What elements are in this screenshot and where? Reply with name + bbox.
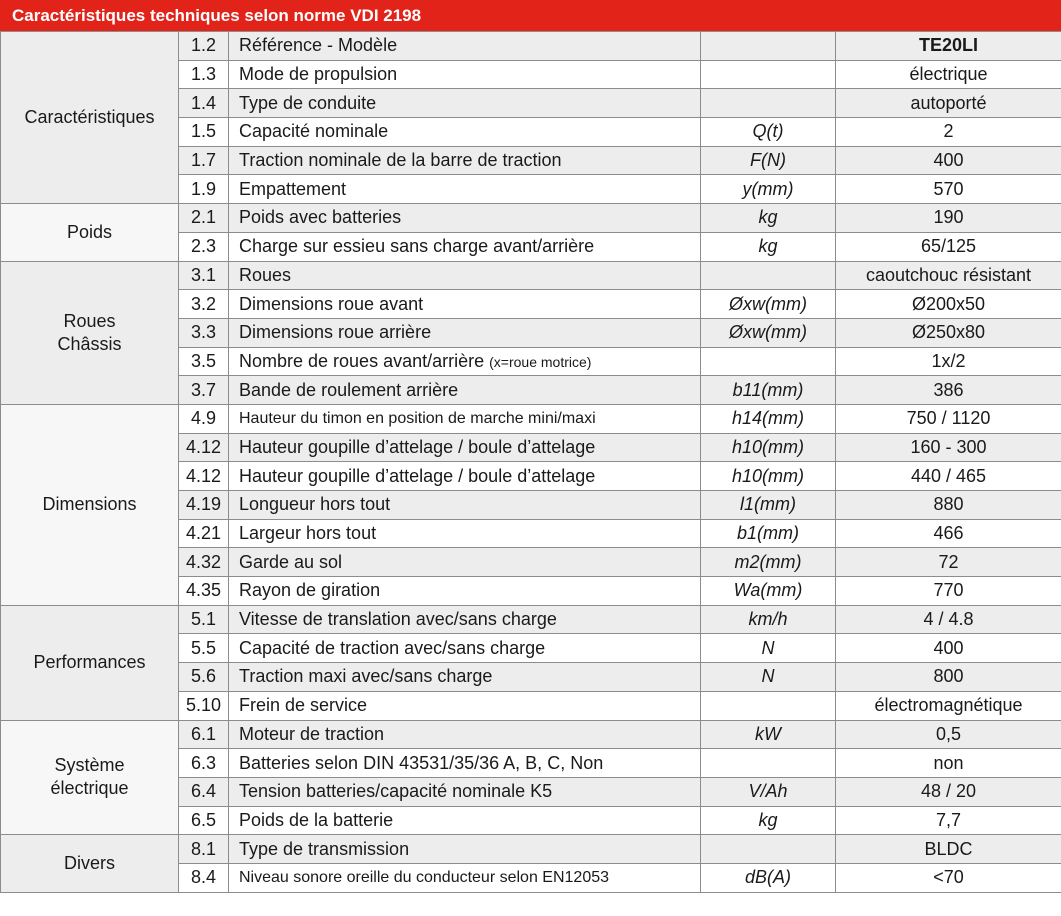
row-number: 4.21 (179, 519, 229, 548)
row-unit (701, 347, 836, 376)
row-label (229, 806, 701, 835)
row-label-text: Largeur hors tout (239, 523, 377, 544)
row-label (229, 634, 701, 663)
row-number: 1.5 (179, 118, 229, 147)
row-value: 7,7 (836, 806, 1061, 835)
row-label (229, 232, 701, 261)
row-label-text: Référence - Modèle (239, 35, 398, 56)
page-title: Caractéristiques techniques selon norme VDI 2198 (0, 0, 1061, 31)
row-label-text: Hauteur goupille d’attelage / boule d’attelage (239, 465, 596, 486)
row-unit: h10(mm) (701, 433, 836, 462)
row-number: 6.4 (179, 777, 229, 806)
row-label (229, 863, 701, 892)
row-value: 160 - 300 (836, 433, 1061, 462)
row-unit: km/h (701, 605, 836, 634)
row-label (229, 146, 701, 175)
row-label-text: Vitesse de translation avec/sans charge (239, 609, 557, 630)
row-label (229, 777, 701, 806)
row-label (229, 261, 701, 290)
table-row (1, 835, 1061, 864)
row-unit: dB(A) (701, 863, 836, 892)
row-unit (701, 749, 836, 778)
row-label-text: Traction nominale de la barre de traction (239, 150, 562, 171)
row-label (229, 347, 701, 376)
row-label (229, 318, 701, 347)
row-number: 3.1 (179, 261, 229, 290)
category-label: Performances (33, 652, 146, 673)
row-number: 2.3 (179, 232, 229, 261)
row-label-text: Poids avec batteries (239, 207, 402, 228)
row-label-text: Batteries selon DIN 43531/35/36 A, B, C, Non (239, 752, 604, 773)
row-label-text: Dimensions roue avant (239, 293, 424, 314)
row-label (229, 605, 701, 634)
row-value: 190 (836, 204, 1061, 233)
category-cell (1, 32, 179, 204)
row-unit: Øxw(mm) (701, 318, 836, 347)
row-value: 880 (836, 491, 1061, 520)
row-label (229, 376, 701, 405)
row-value: 72 (836, 548, 1061, 577)
row-number: 5.5 (179, 634, 229, 663)
row-value: 48 / 20 (836, 777, 1061, 806)
row-unit (701, 89, 836, 118)
row-label-text: Capacité de traction avec/sans charge (239, 637, 546, 658)
row-unit: y(mm) (701, 175, 836, 204)
row-number: 5.6 (179, 663, 229, 692)
row-number: 6.1 (179, 720, 229, 749)
row-unit: kg (701, 806, 836, 835)
row-value: non (836, 749, 1061, 778)
row-label-text: Nombre de roues avant/arrière (239, 350, 485, 371)
spec-table (0, 31, 1061, 893)
row-label-text: Garde au sol (239, 551, 343, 572)
row-value: électrique (836, 60, 1061, 89)
row-number: 3.7 (179, 376, 229, 405)
category-cell (1, 835, 179, 892)
row-label (229, 60, 701, 89)
row-number: 8.4 (179, 863, 229, 892)
row-label-text: Hauteur goupille d’attelage / boule d’attelage (239, 436, 596, 457)
row-number: 3.3 (179, 318, 229, 347)
row-value: 770 (836, 577, 1061, 606)
row-number: 6.3 (179, 749, 229, 778)
row-unit (701, 32, 836, 61)
row-label (229, 663, 701, 692)
row-label-text: Frein de service (239, 695, 368, 716)
category-label: Divers (63, 852, 115, 873)
table-row (1, 32, 1061, 61)
row-label (229, 32, 701, 61)
row-value: 440 / 465 (836, 462, 1061, 491)
row-number: 5.10 (179, 691, 229, 720)
row-label (229, 835, 701, 864)
row-value: caoutchouc résistant (836, 261, 1061, 290)
row-label-text: Poids de la batterie (239, 809, 394, 830)
row-value: 1x/2 (836, 347, 1061, 376)
row-unit: Wa(mm) (701, 577, 836, 606)
row-unit (701, 60, 836, 89)
category-label: électrique (50, 778, 129, 799)
row-value: électromagnétique (836, 691, 1061, 720)
row-number: 5.1 (179, 605, 229, 634)
row-label-text: Niveau sonore oreille du conducteur selon EN12053 (239, 868, 610, 886)
row-unit: h14(mm) (701, 404, 836, 433)
row-unit: b1(mm) (701, 519, 836, 548)
category-label: Caractéristiques (24, 107, 155, 128)
row-unit: V/Ah (701, 777, 836, 806)
row-label-text: Traction maxi avec/sans charge (239, 666, 493, 687)
row-label (229, 491, 701, 520)
row-label-text: Empattement (239, 178, 347, 199)
row-unit: kW (701, 720, 836, 749)
row-unit: m2(mm) (701, 548, 836, 577)
row-number: 4.35 (179, 577, 229, 606)
row-unit: N (701, 634, 836, 663)
row-unit (701, 261, 836, 290)
row-label (229, 691, 701, 720)
row-value: 400 (836, 146, 1061, 175)
row-value: BLDC (836, 835, 1061, 864)
row-label-text: Type de transmission (239, 838, 410, 859)
row-value: 2 (836, 118, 1061, 147)
row-label-text: Tension batteries/capacité nominale K5 (239, 781, 553, 802)
table-row (1, 720, 1061, 749)
row-number: 2.1 (179, 204, 229, 233)
row-unit: h10(mm) (701, 462, 836, 491)
category-cell (1, 605, 179, 720)
row-value: <70 (836, 863, 1061, 892)
row-label-text: Roues (239, 264, 292, 285)
row-label-note: (x=roue motrice) (489, 353, 592, 370)
category-label: Dimensions (42, 494, 137, 515)
row-label (229, 749, 701, 778)
row-value: 570 (836, 175, 1061, 204)
category-label: Roues (63, 310, 116, 331)
row-number: 3.2 (179, 290, 229, 319)
row-label (229, 462, 701, 491)
row-label (229, 290, 701, 319)
row-unit: Q(t) (701, 118, 836, 147)
row-number: 1.2 (179, 32, 229, 61)
row-number: 1.9 (179, 175, 229, 204)
table-row (1, 404, 1061, 433)
row-value: Ø250x80 (836, 318, 1061, 347)
row-unit: F(N) (701, 146, 836, 175)
row-label (229, 204, 701, 233)
row-label (229, 175, 701, 204)
row-label (229, 89, 701, 118)
row-number: 1.4 (179, 89, 229, 118)
row-value: TE20LI (836, 32, 1061, 61)
row-label (229, 118, 701, 147)
row-unit (701, 691, 836, 720)
row-number: 4.32 (179, 548, 229, 577)
row-label-text: Charge sur essieu sans charge avant/arrière (239, 236, 595, 257)
row-value: autoporté (836, 89, 1061, 118)
row-label-text: Moteur de traction (239, 723, 385, 744)
table-row (1, 261, 1061, 290)
row-label (229, 577, 701, 606)
category-cell (1, 404, 179, 605)
row-unit: Øxw(mm) (701, 290, 836, 319)
row-value: 4 / 4.8 (836, 605, 1061, 634)
row-number: 1.3 (179, 60, 229, 89)
row-value: 750 / 1120 (836, 404, 1061, 433)
row-value: Ø200x50 (836, 290, 1061, 319)
row-number: 4.19 (179, 491, 229, 520)
row-value: 0,5 (836, 720, 1061, 749)
row-number: 3.5 (179, 347, 229, 376)
row-number: 8.1 (179, 835, 229, 864)
table-row (1, 605, 1061, 634)
row-value: 466 (836, 519, 1061, 548)
row-label (229, 519, 701, 548)
row-number: 4.12 (179, 433, 229, 462)
category-cell (1, 720, 179, 835)
row-label-text: Hauteur du timon en position de marche mini/maxi (239, 409, 596, 427)
row-label (229, 720, 701, 749)
row-label (229, 548, 701, 577)
row-unit: l1(mm) (701, 491, 836, 520)
row-value: 65/125 (836, 232, 1061, 261)
row-label-text: Rayon de giration (239, 580, 381, 601)
row-label-text: Bande de roulement arrière (239, 379, 459, 400)
row-unit (701, 835, 836, 864)
table-row (1, 204, 1061, 233)
category-label: Châssis (57, 333, 122, 354)
category-label: Système (54, 755, 125, 776)
row-unit: b11(mm) (701, 376, 836, 405)
row-number: 1.7 (179, 146, 229, 175)
category-cell (1, 204, 179, 261)
row-label (229, 433, 701, 462)
row-number: 4.9 (179, 404, 229, 433)
row-number: 4.12 (179, 462, 229, 491)
row-value: 800 (836, 663, 1061, 692)
row-label (229, 404, 701, 433)
row-unit: kg (701, 232, 836, 261)
row-value: 386 (836, 376, 1061, 405)
row-unit: N (701, 663, 836, 692)
category-label: Poids (66, 221, 113, 242)
row-unit: kg (701, 204, 836, 233)
row-number: 6.5 (179, 806, 229, 835)
row-value: 400 (836, 634, 1061, 663)
row-label-text: Dimensions roue arrière (239, 322, 432, 343)
row-label-text: Capacité nominale (239, 121, 389, 142)
row-label-text: Type de conduite (239, 92, 377, 113)
category-cell (1, 261, 179, 404)
row-label-text: Mode de propulsion (239, 64, 398, 85)
row-label-text: Longueur hors tout (239, 494, 391, 515)
